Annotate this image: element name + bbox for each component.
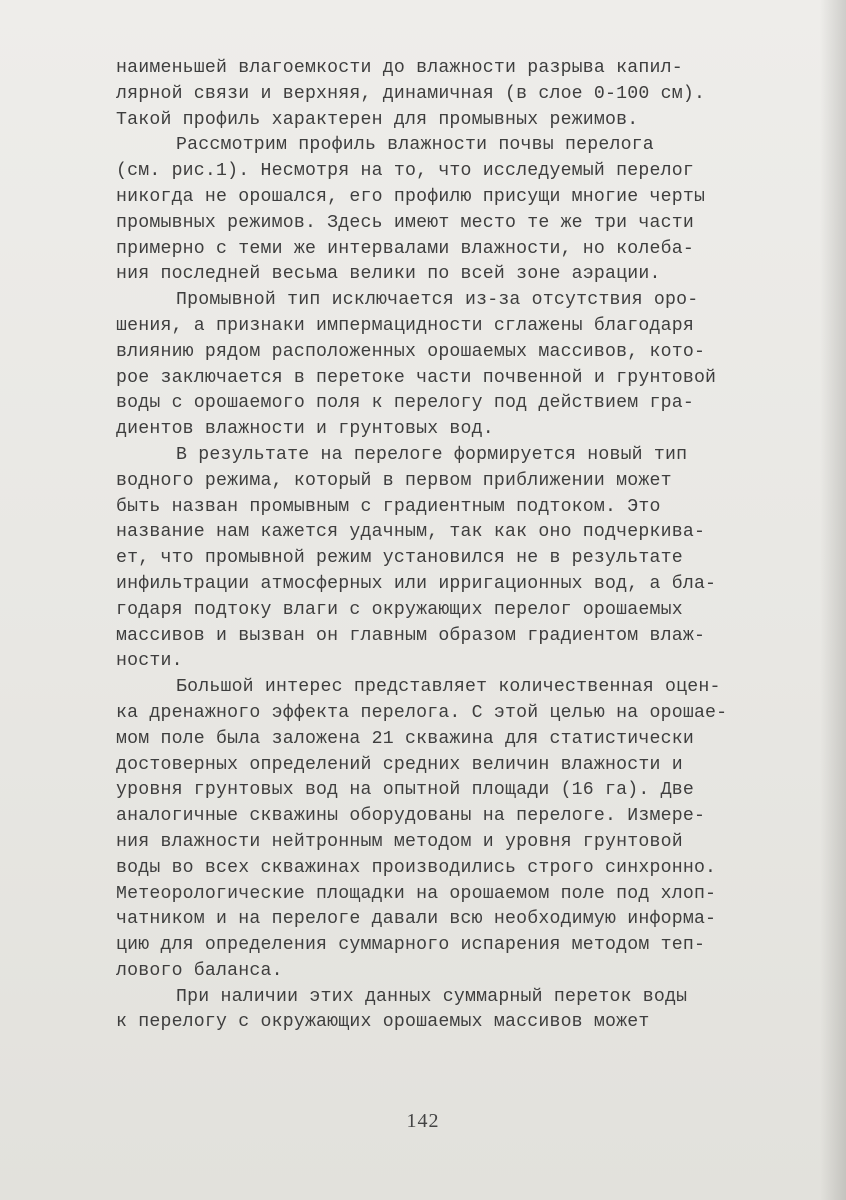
paragraph	[116, 675, 816, 985]
text-line: Большой интерес представляет количественная оцен-	[176, 677, 721, 698]
text-line: цию для определения суммарного испарения методом теп-	[116, 935, 706, 956]
text-line: рое заключается в перетоке части почвенной и грунтовой	[116, 367, 717, 388]
paragraph	[116, 985, 816, 1037]
page-number: 142	[406, 1110, 440, 1132]
text-line: шения, а признаки импермацидности сглажены благодаря	[116, 315, 694, 336]
text-line: быть назван промывным с градиентным подтоком. Это	[116, 496, 661, 517]
text-line: ет, что промывной режим установился не в результате	[116, 548, 683, 569]
text-line: При наличии этих данных суммарный переток воды	[176, 986, 688, 1007]
text-line: массивов и вызван он главным образом градиентом влаж-	[116, 625, 706, 646]
text-line: Такой профиль характерен для промывных режимов.	[116, 109, 639, 130]
text-line: ния последней весьма велики по всей зоне аэрации.	[116, 264, 661, 285]
paragraph	[116, 443, 816, 675]
text-line: название нам кажется удачным, так как оно подчеркива-	[116, 522, 706, 543]
text-line: Метеорологические площадки на орошаемом поле под хлоп-	[116, 883, 717, 904]
text-line: водного режима, который в первом приближении может	[116, 470, 672, 491]
text-line: Промывной тип исключается из-за отсутствия оро-	[176, 290, 699, 311]
text-line: наименьшей влагоемкости до влажности разрыва капил-	[116, 58, 683, 78]
text-line: диентов влажности и грунтовых вод.	[116, 419, 494, 440]
text-line: воды с орошаемого поля к перелогу под действием гра-	[116, 393, 694, 414]
text-line: воды во всех скважинах производились строго синхронно.	[116, 857, 717, 878]
text-line: В результате на перелоге формируется новый тип	[176, 444, 688, 465]
text-line: примерно с теми же интервалами влажности, но колеба-	[116, 238, 694, 259]
text-line: к перелогу с окружающих орошаемых массивов может	[116, 1012, 650, 1033]
text-line: никогда не орошался, его профилю присущи многие черты	[116, 186, 706, 207]
text-line: лярной связи и верхняя, динамичная (в слое 0-100 см).	[116, 83, 706, 104]
text-line: влиянию рядом расположенных орошаемых массивов, кото-	[116, 341, 706, 362]
text-line: промывных режимов. Здесь имеют место те же три части	[116, 212, 694, 233]
text-line: уровня грунтовых вод на опытной площади (16 га). Две	[116, 780, 694, 801]
paragraph	[116, 56, 816, 133]
document-body	[116, 56, 816, 1036]
text-line: ния влажности нейтронным методом и уровня грунтовой	[116, 831, 683, 852]
text-line: аналогичные скважины оборудованы на перелоге. Измере-	[116, 806, 706, 827]
paragraph	[116, 288, 816, 443]
text-line: достоверных определений средних величин влажности и	[116, 754, 683, 775]
text-line: чатником и на перелоге давали всю необходимую информа-	[116, 909, 717, 930]
text-line: ка дренажного эффекта перелога. С этой целью на орошае-	[116, 702, 728, 723]
text-line: инфильтрации атмосферных или ирригационных вод, а бла-	[116, 573, 717, 594]
text-line: Рассмотрим профиль влажности почвы перелога	[176, 135, 654, 156]
text-line: мом поле была заложена 21 скважина для статистически	[116, 728, 694, 749]
text-line: (см. рис.1). Несмотря на то, что исследуемый перелог	[116, 161, 694, 182]
page-edge-shadow	[820, 0, 846, 1200]
text-line: ности.	[116, 651, 183, 672]
text-line: годаря подтоку влаги с окружающих перелог орошаемых	[116, 599, 683, 620]
text-line: лового баланса.	[116, 960, 283, 981]
paragraph	[116, 133, 816, 288]
